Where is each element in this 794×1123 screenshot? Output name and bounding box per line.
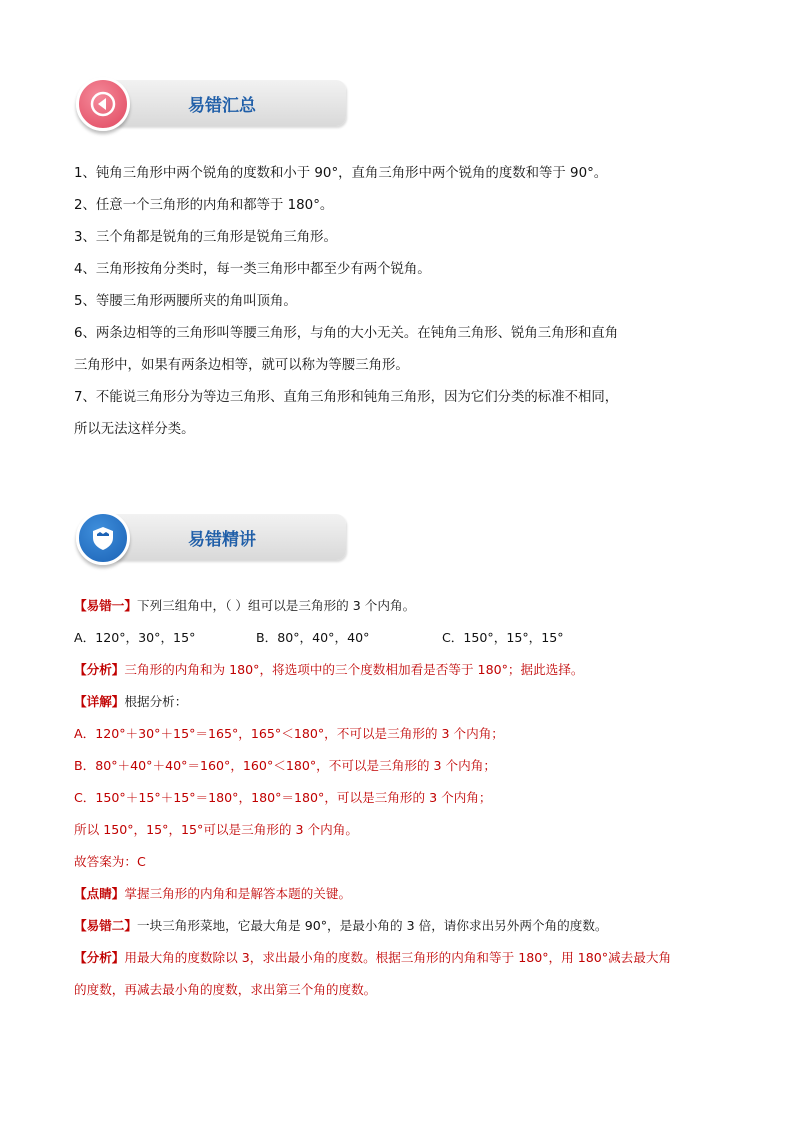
summary-item: 4、三角形按角分类时，每一类三角形中都至少有两个锐角。 [74,262,431,277]
analysis-tag: 【分析】 [74,950,125,965]
question-tag: 【易错二】 [74,918,137,933]
detail-line-b: B．80°＋40°＋40°＝160°，160°＜180°，不可以是三角形的 3 个内角； [74,758,496,773]
summary-item: 所以无法这样分类。 [74,422,195,437]
analysis-2-cont: 的度数，再减去最小角的度数，求出第三个角的度数。 [74,982,377,997]
question-text: 一块三角形菜地，它最大角是 90°，是最小角的 3 倍，请你求出另外两个角的度数。 [136,918,608,933]
question-text: 下列三组角中，（ ）组可以是三角形的 3 个内角。 [136,598,416,613]
detail-text: 根据分析： [124,694,188,709]
section-title: 易错汇总 [188,96,256,116]
point-text: 掌握三角形的内角和是解答本题的关键。 [124,886,352,901]
option-a: A．120°，30°，15° [74,630,196,645]
conclusion: 所以 150°，15°，15°可以是三角形的 3 个内角。 [74,822,358,837]
summary-item: 3、三个角都是锐角的三角形是锐角三角形。 [74,230,337,245]
detail-tag: 【详解】 [74,694,125,709]
key-point [74,878,734,910]
question-2 [74,910,734,942]
point-tag: 【点睛】 [74,886,125,901]
explain-content [74,590,734,1006]
summary-list [74,158,734,446]
detail-line-c: C．150°＋15°＋15°＝180°，180°＝180°，可以是三角形的 3 个内角； [74,790,492,805]
section-title: 易错精讲 [188,530,256,550]
analysis-2 [74,942,734,974]
banner-badge [76,511,130,565]
summary-item: 7、不能说三角形分为等边三角形、直角三角形和钝角三角形，因为它们分类的标准不相同， [74,390,619,405]
summary-item: 6、两条边相等的三角形叫等腰三角形，与角的大小无关。在钝角三角形、锐角三角形和直角 [74,326,619,341]
detail-line-a: A．120°＋30°＋15°＝165°，165°＜180°，不可以是三角形的 3 个内角； [74,726,504,741]
section-banner-explain [76,511,346,567]
options-row [74,622,734,654]
detail-heading [74,686,734,718]
banner-badge [76,77,130,131]
summary-item: 5、等腰三角形两腰所夹的角叫顶角。 [74,294,297,309]
question-1 [74,590,734,622]
analysis-text: 三角形的内角和为 180°，将选项中的三个度数相加看是否等于 180°；据此选择。 [124,662,584,677]
option-b: B．80°，40°，40° [256,630,370,645]
analysis-text: 用最大角的度数除以 3，求出最小角的度数。根据三角形的内角和等于 180°，用 180°减去最大角 [124,950,672,965]
analysis-1 [74,654,734,686]
section-banner-summary [76,77,346,133]
option-c: C．150°，15°，15° [442,630,564,645]
back-arrow-icon [79,80,127,128]
answer: 故答案为：C [74,854,146,869]
summary-item: 三角形中，如果有两条边相等，就可以称为等腰三角形。 [74,358,409,373]
analysis-tag: 【分析】 [74,662,125,677]
summary-item: 2、任意一个三角形的内角和都等于 180°。 [74,198,334,213]
shield-icon [79,514,127,562]
question-tag: 【易错一】 [74,598,137,613]
summary-item: 1、钝角三角形中两个锐角的度数和小于 90°，直角三角形中两个锐角的度数和等于 90°。 [74,166,608,181]
